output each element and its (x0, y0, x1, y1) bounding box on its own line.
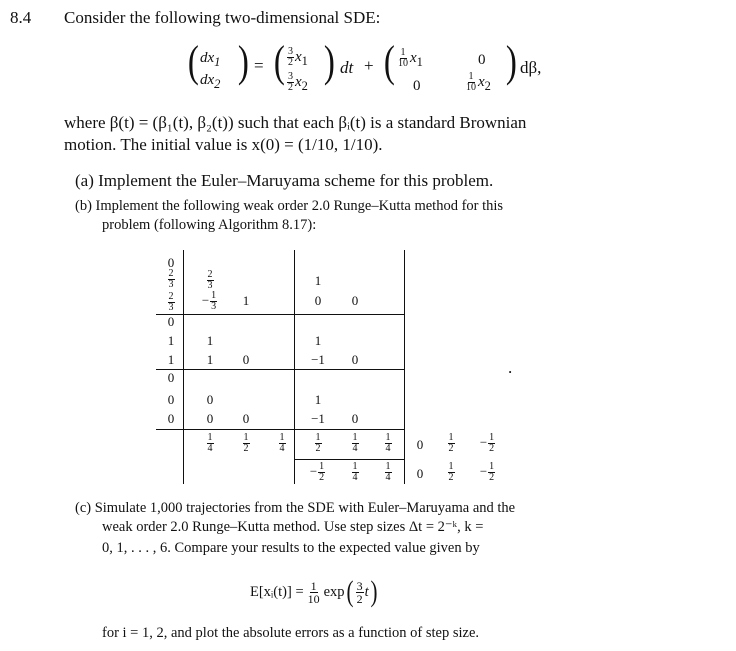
c-0: 0 (167, 255, 175, 270)
c-2: $\frac{2}{3}$ (168, 291, 174, 313)
diffusion-a21: 0 (413, 78, 421, 94)
c-5: 1 (167, 352, 175, 367)
diffusion-a11: $\frac{1}{10}$ $x_1$ (398, 47, 423, 69)
b-r2c4: 0 (314, 293, 322, 308)
diffusion-left-paren: ( (383, 37, 395, 86)
expectation-coef: $\frac{1}{10}$ (307, 578, 320, 606)
b-r1c4: 1 (314, 273, 322, 288)
a-r8c2: 0 (242, 411, 250, 426)
b-r7c4: 1 (314, 392, 322, 407)
lhs-dx2: $dx_2$ (200, 72, 221, 91)
w1-4: $\frac{1}{4}$ (352, 432, 358, 454)
motion-line: motion. The initial value is x(0) = (1/10, 1/10). (64, 135, 383, 154)
expectation-exp: exp (323, 583, 345, 600)
equals-sign: = (254, 56, 264, 75)
lhs-dx1: $dx_1$ (200, 50, 221, 69)
w1-0: $\frac{1}{4}$ (207, 432, 213, 454)
where-line: where β(t) = (β₁(t), β₂(t)) such that each βᵢ(t) is a standard Brownian (64, 113, 527, 132)
stray-mark: . (508, 358, 513, 377)
w2-0: − $\frac{1}{2}$ (309, 461, 325, 483)
diffusion-a12: 0 (478, 52, 486, 68)
drift-left-paren: ( (273, 37, 285, 86)
w2-1: $\frac{1}{4}$ (352, 461, 358, 483)
expectation-formula (250, 575, 379, 609)
lhs-left-paren: ( (187, 37, 199, 86)
tableau-hline-weights (294, 459, 404, 460)
part-a: (a) Implement the Euler–Maruyama scheme for this problem. (75, 171, 494, 190)
w1-6: 0 (416, 437, 424, 452)
b-r4c4: 1 (314, 333, 322, 348)
w1-1: $\frac{1}{2}$ (243, 432, 249, 454)
drift-right-paren: ) (323, 37, 335, 86)
w1-7: $\frac{1}{2}$ (448, 432, 454, 454)
tableau-vline-right (404, 250, 405, 484)
b-r2c5: 0 (351, 293, 359, 308)
w2-5: − $\frac{1}{2}$ (479, 461, 495, 483)
a-r8c1: 0 (206, 411, 214, 426)
w1-2: $\frac{1}{4}$ (279, 432, 285, 454)
w2-3: 0 (416, 466, 424, 481)
intro-text: Consider the following two-dimensional SDE: (64, 8, 381, 27)
exp-inner-var: t (364, 583, 369, 600)
b-r5c5: 0 (351, 352, 359, 367)
a-r2c2: 1 (242, 293, 250, 308)
exp-inner-frac: $\frac{3}{2}$ (356, 578, 363, 606)
diffusion-right-paren: ) (505, 37, 517, 86)
dt-symbol: dt (340, 58, 354, 77)
plus-sign: + (364, 56, 374, 75)
part-b-line1: (b) Implement the following weak order 2.0 Runge–Kutta method for this (75, 198, 504, 214)
c-7: 0 (167, 392, 175, 407)
a-r1c1: $\frac{2}{3}$ (207, 269, 213, 291)
a-r5c1: 1 (206, 352, 214, 367)
part-c-line1: (c) Simulate 1,000 trajectories from the SDE with Euler–Maruyama and the (75, 500, 516, 516)
expectation-lhs: E[xᵢ(t)] = (250, 583, 304, 600)
c-6: 0 (167, 370, 175, 385)
w2-4: $\frac{1}{2}$ (448, 461, 454, 483)
tableau-vline-mid (294, 250, 295, 484)
part-c-line3: 0, 1, . . . , 6. Compare your results to the expected value given by (102, 540, 480, 556)
a-r4c1: 1 (206, 333, 214, 348)
exp-right-paren: ) (370, 575, 378, 608)
dbeta-symbol: dβ, (520, 58, 542, 77)
c-4: 1 (167, 333, 175, 348)
w1-5: $\frac{1}{4}$ (385, 432, 391, 454)
tableau-hline-2 (156, 369, 404, 370)
exp-left-paren: ( (346, 575, 354, 608)
a-r2c1: − $\frac{1}{3}$ (201, 290, 217, 312)
diffusion-a22: $\frac{1}{10}$ $x_2$ (466, 71, 491, 93)
drift-row1: $\frac{3}{2}$ $x_1$ (288, 46, 308, 68)
c-8: 0 (167, 411, 175, 426)
b-r8c5: 0 (351, 411, 359, 426)
tableau-hline-3 (156, 429, 404, 430)
lhs-right-paren: ) (237, 37, 249, 86)
part-c-line2: weak order 2.0 Runge–Kutta method. Use step sizes Δt = 2⁻ᵏ, k = (102, 519, 484, 535)
exercise-number: 8.4 (10, 8, 32, 27)
tableau-vline-c (183, 250, 184, 484)
final-line: for i = 1, 2, and plot the absolute errors as a function of step size. (102, 625, 480, 641)
drift-row2: $\frac{3}{2}$ $x_2$ (288, 71, 308, 93)
c-1: $\frac{2}{3}$ (168, 268, 174, 290)
w1-8: − $\frac{1}{2}$ (479, 432, 495, 454)
c-3: 0 (167, 314, 175, 329)
tableau-hline-1 (156, 314, 404, 315)
b-r8c4: −1 (311, 411, 325, 426)
w1-3: $\frac{1}{2}$ (315, 432, 321, 454)
a-r5c2: 0 (242, 352, 250, 367)
b-r5c4: −1 (311, 352, 325, 367)
w2-2: $\frac{1}{4}$ (385, 461, 391, 483)
part-b-line2: problem (following Algorithm 8.17): (102, 217, 317, 233)
a-r7c1: 0 (206, 392, 214, 407)
